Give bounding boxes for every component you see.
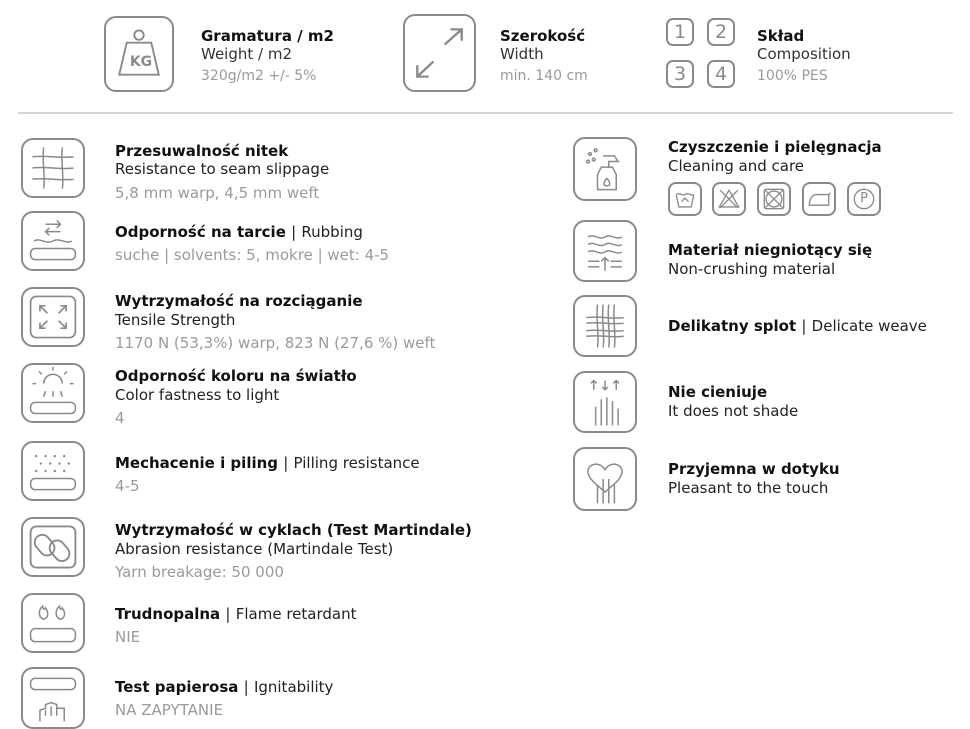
composition-number-2-icon: 2 bbox=[707, 18, 735, 46]
header-divider bbox=[18, 112, 953, 114]
cigarette-test-title-en: Ignitability bbox=[253, 678, 334, 696]
no-bleach-icon bbox=[712, 182, 746, 216]
rubbing-icon bbox=[21, 211, 85, 271]
cigarette-test-icon bbox=[21, 667, 85, 729]
cigarette-test-separator: | bbox=[243, 678, 249, 696]
pilling-title-en: Pilling resistance bbox=[293, 454, 420, 472]
no-tumble-dry-icon bbox=[757, 182, 791, 216]
pleasant-touch-icon bbox=[573, 447, 637, 511]
flame-retardant-icon bbox=[21, 593, 85, 653]
width-subtitle: Width bbox=[500, 45, 544, 63]
rubbing-separator: | bbox=[291, 223, 297, 241]
cigarette-test-title-pl: Test papierosa bbox=[115, 678, 239, 696]
martindale-title: Wytrzymałość w cyklach (Test Martindale) bbox=[115, 521, 472, 539]
pilling-title bbox=[115, 454, 420, 472]
light-fastness-title: Odporność koloru na światło bbox=[115, 367, 357, 385]
dry-clean-p-icon bbox=[847, 182, 881, 216]
non-crushing-title: Materiał niegniotący się bbox=[668, 241, 873, 259]
weight-value: 320g/m2 +/- 5% bbox=[201, 68, 317, 84]
rubbing-title bbox=[115, 223, 363, 241]
light-fastness-subtitle: Color fastness to light bbox=[115, 386, 280, 404]
tensile-strength-value: 1170 N (53,3%) warp, 823 N (27,6 %) weft bbox=[115, 334, 436, 352]
martindale-chain-icon bbox=[21, 517, 85, 577]
pleasant-touch-subtitle: Pleasant to the touch bbox=[668, 479, 829, 497]
no-shade-subtitle: It does not shade bbox=[668, 402, 799, 420]
composition-title: Skład bbox=[757, 27, 805, 45]
tensile-strength-subtitle: Tensile Strength bbox=[115, 311, 236, 329]
composition-number-1-icon: 1 bbox=[666, 18, 694, 46]
tensile-strength-icon bbox=[21, 287, 85, 347]
cleaning-title: Czyszczenie i pielęgnacja bbox=[668, 138, 882, 156]
non-crushing-subtitle: Non-crushing material bbox=[668, 260, 836, 278]
martindale-subtitle: Abrasion resistance (Martindale Test) bbox=[115, 540, 394, 558]
tensile-strength-title: Wytrzymałość na rozciąganie bbox=[115, 292, 363, 310]
delicate-weave-icon bbox=[573, 295, 637, 357]
width-title: Szerokość bbox=[500, 27, 586, 45]
flame-retardant-title bbox=[115, 605, 356, 623]
seam-slippage-subtitle: Resistance to seam slippage bbox=[115, 160, 330, 178]
flame-retardant-value: NIE bbox=[115, 628, 141, 646]
width-icon bbox=[403, 14, 476, 92]
delicate-weave-title-en: Delicate weave bbox=[811, 317, 927, 335]
pilling-value: 4-5 bbox=[115, 477, 140, 495]
dry-clean-p-label: P bbox=[860, 191, 868, 206]
composition-subtitle: Composition bbox=[757, 45, 851, 63]
no-shade-hand-icon bbox=[573, 371, 637, 433]
weight-subtitle: Weight / m2 bbox=[201, 45, 293, 63]
seam-slippage-title: Przesuwalność nitek bbox=[115, 142, 289, 160]
delicate-weave-title-pl: Delikatny splot bbox=[668, 317, 797, 335]
weight-icon bbox=[104, 16, 174, 92]
cigarette-test-title bbox=[115, 678, 333, 696]
composition-value: 100% PES bbox=[757, 68, 828, 84]
rubbing-title-en: Rubbing bbox=[301, 223, 363, 241]
composition-number-4-icon: 4 bbox=[707, 60, 735, 88]
seam-slippage-icon bbox=[21, 138, 85, 198]
pilling-separator: | bbox=[283, 454, 289, 472]
delicate-weave-title bbox=[668, 317, 927, 335]
light-fastness-icon bbox=[21, 363, 85, 423]
weight-title: Gramatura / m2 bbox=[201, 27, 334, 45]
cigarette-test-value: NA ZAPYTANIE bbox=[115, 701, 224, 719]
non-crushing-icon bbox=[573, 220, 637, 282]
flame-retardant-separator: | bbox=[225, 605, 231, 623]
composition-number-3-icon: 3 bbox=[666, 60, 694, 88]
iron-icon bbox=[802, 182, 836, 216]
seam-slippage-value: 5,8 mm warp, 4,5 mm weft bbox=[115, 184, 320, 202]
light-fastness-value: 4 bbox=[115, 409, 125, 427]
pleasant-touch-title: Przyjemna w dotyku bbox=[668, 460, 840, 478]
cleaning-spray-icon bbox=[573, 137, 637, 201]
wash-30-icon bbox=[668, 182, 702, 216]
width-value: min. 140 cm bbox=[500, 68, 588, 84]
weight-icon-label: KG bbox=[129, 54, 153, 70]
flame-retardant-title-pl: Trudnopalna bbox=[115, 605, 221, 623]
pilling-icon bbox=[21, 441, 85, 501]
cleaning-subtitle: Cleaning and care bbox=[668, 157, 805, 175]
pilling-title-pl: Mechacenie i piling bbox=[115, 454, 279, 472]
no-shade-title: Nie cieniuje bbox=[668, 383, 768, 401]
delicate-weave-separator: | bbox=[801, 317, 807, 335]
martindale-value: Yarn breakage: 50 000 bbox=[115, 563, 284, 581]
rubbing-value: suche | solvents: 5, mokre | wet: 4-5 bbox=[115, 246, 390, 264]
flame-retardant-title-en: Flame retardant bbox=[235, 605, 357, 623]
rubbing-title-pl: Odporność na tarcie bbox=[115, 223, 286, 241]
